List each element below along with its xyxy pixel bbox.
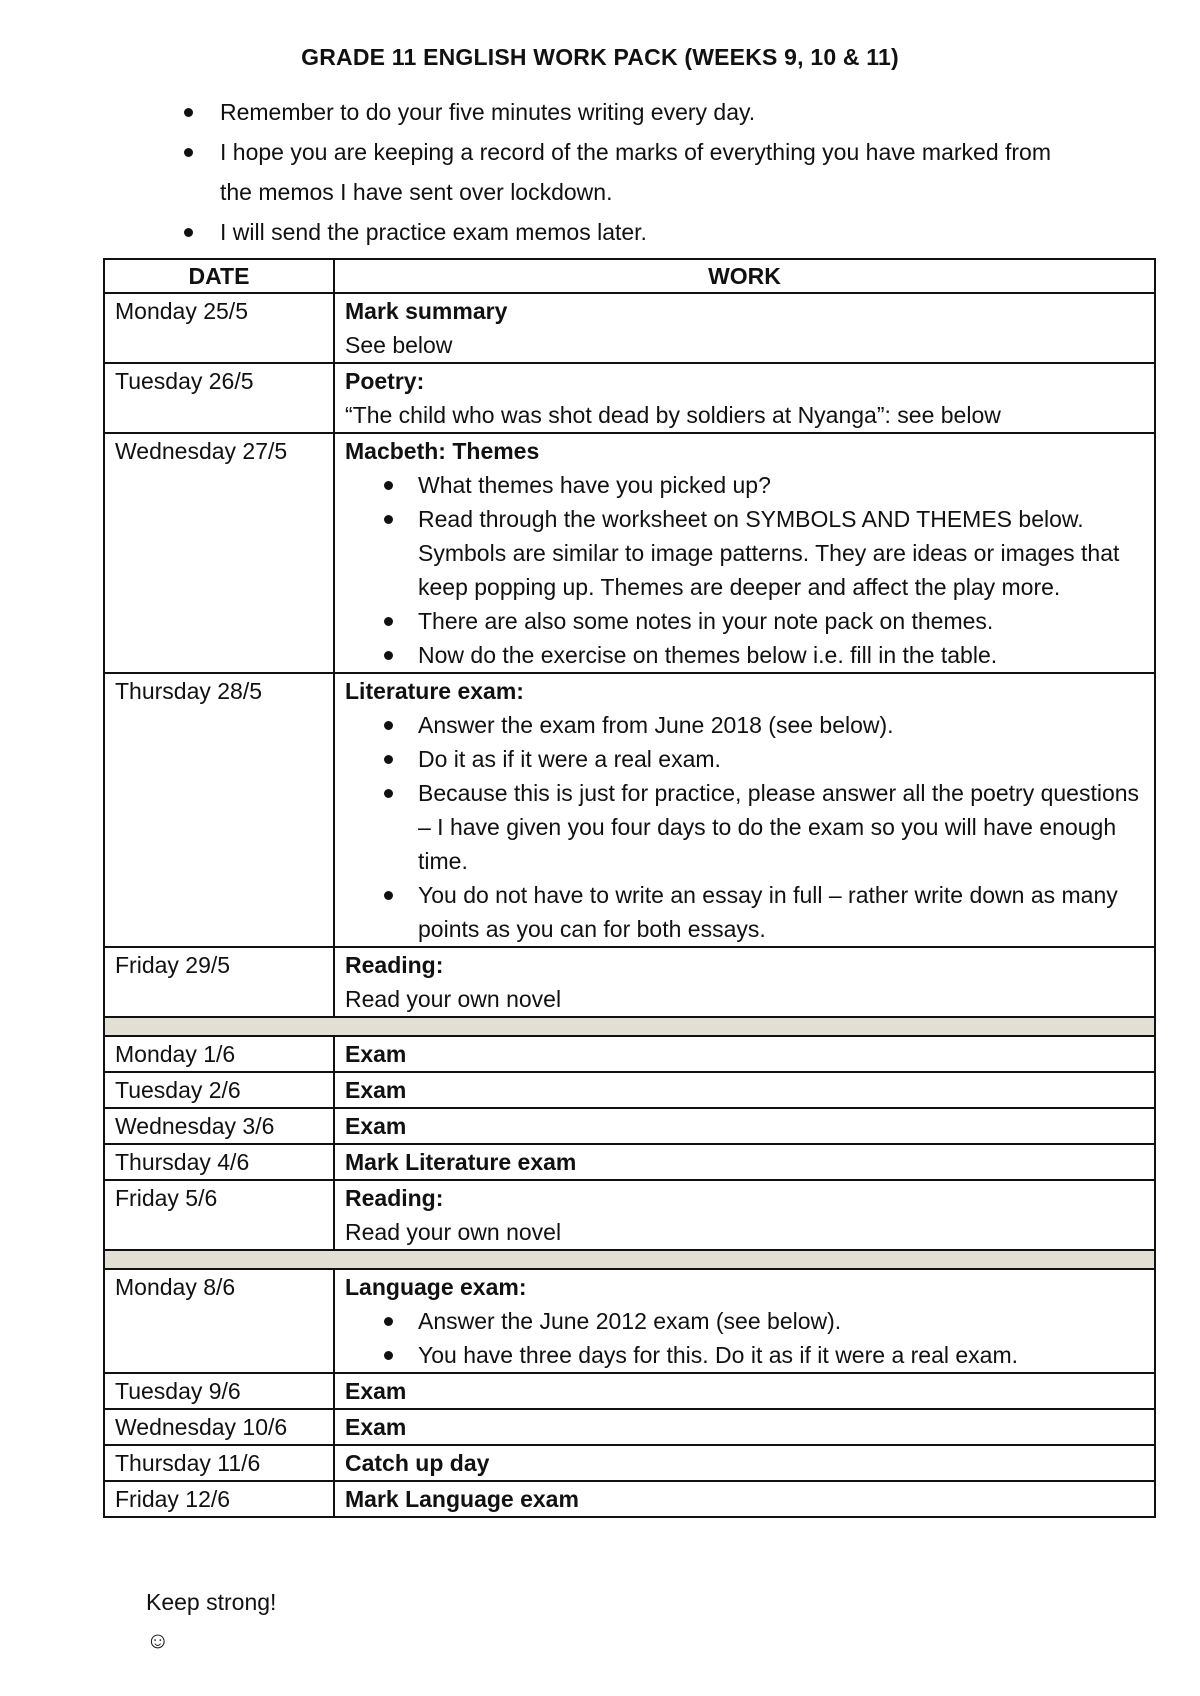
date-cell: Friday 12/6 bbox=[104, 1481, 334, 1517]
date-cell: Monday 1/6 bbox=[104, 1036, 334, 1072]
work-cell bbox=[334, 947, 1155, 1017]
page-title: GRADE 11 ENGLISH WORK PACK (WEEKS 9, 10 & 11) bbox=[301, 44, 899, 70]
table-row bbox=[104, 363, 1155, 433]
work-bullet: You have three days for this. Do it as if it were a real exam. bbox=[345, 1338, 1144, 1372]
table-row bbox=[104, 1072, 1155, 1108]
work-title: Literature exam: bbox=[345, 678, 524, 704]
work-cell bbox=[334, 1036, 1155, 1072]
work-cell bbox=[334, 1269, 1155, 1373]
work-title: Catch up day bbox=[345, 1450, 490, 1476]
week-separator bbox=[104, 1017, 1155, 1036]
work-bullet: Now do the exercise on themes below i.e. fill in the table. bbox=[345, 638, 1144, 672]
date-column-header: DATE bbox=[104, 259, 334, 293]
intro-item: Remember to do your five minutes writing every day. bbox=[180, 92, 1060, 132]
work-cell bbox=[334, 1144, 1155, 1180]
separator-cell bbox=[104, 1250, 1155, 1269]
work-bullet: Answer the exam from June 2018 (see below). bbox=[345, 708, 1144, 742]
smiley-icon: ☺ bbox=[146, 1627, 170, 1653]
date-cell: Wednesday 27/5 bbox=[104, 433, 334, 673]
work-title: Exam bbox=[345, 1077, 407, 1103]
work-cell bbox=[334, 673, 1155, 947]
work-cell bbox=[334, 1180, 1155, 1250]
intro-item: I will send the practice exam memos later. bbox=[180, 212, 1060, 252]
date-cell: Monday 8/6 bbox=[104, 1269, 334, 1373]
work-bullets bbox=[345, 708, 1144, 946]
work-bullet: Do it as if it were a real exam. bbox=[345, 742, 1144, 776]
work-title: Mark summary bbox=[345, 298, 508, 324]
work-cell bbox=[334, 363, 1155, 433]
work-line: “The child who was shot dead by soldiers at Nyanga”: see below bbox=[345, 402, 1001, 428]
work-title: Reading: bbox=[345, 1185, 444, 1211]
work-title: Mark Literature exam bbox=[345, 1149, 577, 1175]
work-cell bbox=[334, 1445, 1155, 1481]
work-bullet: You do not have to write an essay in full – rather write down as many points as you can for both essays. bbox=[345, 878, 1144, 946]
work-title: Exam bbox=[345, 1113, 407, 1139]
date-cell: Thursday 4/6 bbox=[104, 1144, 334, 1180]
work-bullet: Because this is just for practice, please answer all the poetry questions – I have given you four days to do the exam so you will have enough time. bbox=[345, 776, 1144, 878]
schedule-table bbox=[103, 258, 1156, 1518]
table-row bbox=[104, 1036, 1155, 1072]
work-bullets bbox=[345, 468, 1144, 672]
work-title: Poetry: bbox=[345, 368, 425, 394]
table-row bbox=[104, 1409, 1155, 1445]
work-title: Exam bbox=[345, 1041, 407, 1067]
table-row bbox=[104, 673, 1155, 947]
table-header-row bbox=[104, 259, 1155, 293]
table-row bbox=[104, 947, 1155, 1017]
closing-note bbox=[146, 1584, 276, 1658]
work-line: Read your own novel bbox=[345, 1219, 562, 1245]
work-bullets bbox=[345, 1304, 1144, 1372]
work-column-header: WORK bbox=[334, 259, 1155, 293]
work-title: Reading: bbox=[345, 952, 444, 978]
table-row bbox=[104, 1144, 1155, 1180]
table-row bbox=[104, 293, 1155, 363]
table-row bbox=[104, 1108, 1155, 1144]
table-row bbox=[104, 1373, 1155, 1409]
work-cell bbox=[334, 1373, 1155, 1409]
date-cell: Monday 25/5 bbox=[104, 293, 334, 363]
table-row bbox=[104, 1481, 1155, 1517]
intro-list bbox=[180, 92, 1060, 252]
date-cell: Thursday 28/5 bbox=[104, 673, 334, 947]
work-title: Exam bbox=[345, 1378, 407, 1404]
week-separator bbox=[104, 1250, 1155, 1269]
work-cell bbox=[334, 1409, 1155, 1445]
work-cell bbox=[334, 1481, 1155, 1517]
date-cell: Tuesday 26/5 bbox=[104, 363, 334, 433]
work-title: Mark Language exam bbox=[345, 1486, 579, 1512]
work-bullet: Answer the June 2012 exam (see below). bbox=[345, 1304, 1144, 1338]
work-cell bbox=[334, 433, 1155, 673]
work-title: Macbeth: Themes bbox=[345, 438, 540, 464]
table-row bbox=[104, 433, 1155, 673]
work-bullet: Read through the worksheet on SYMBOLS AND THEMES below. Symbols are similar to image patterns. They are ideas or images that keep popping up. Themes are deeper and affect the play more. bbox=[345, 502, 1144, 604]
work-title: Exam bbox=[345, 1414, 407, 1440]
work-bullet: There are also some notes in your note pack on themes. bbox=[345, 604, 1144, 638]
date-cell: Tuesday 2/6 bbox=[104, 1072, 334, 1108]
work-line: See below bbox=[345, 332, 453, 358]
table-row bbox=[104, 1180, 1155, 1250]
table-row bbox=[104, 1269, 1155, 1373]
intro-item: I hope you are keeping a record of the marks of everything you have marked from the memos I have sent over lockdown. bbox=[180, 132, 1060, 212]
work-bullet: What themes have you picked up? bbox=[345, 468, 1144, 502]
closing-text: Keep strong! bbox=[146, 1589, 277, 1615]
work-title: Language exam: bbox=[345, 1274, 527, 1300]
date-cell: Wednesday 10/6 bbox=[104, 1409, 334, 1445]
date-cell: Wednesday 3/6 bbox=[104, 1108, 334, 1144]
separator-cell bbox=[104, 1017, 1155, 1036]
date-cell: Friday 5/6 bbox=[104, 1180, 334, 1250]
work-cell bbox=[334, 1108, 1155, 1144]
date-cell: Tuesday 9/6 bbox=[104, 1373, 334, 1409]
date-cell: Friday 29/5 bbox=[104, 947, 334, 1017]
work-cell bbox=[334, 1072, 1155, 1108]
date-cell: Thursday 11/6 bbox=[104, 1445, 334, 1481]
work-cell bbox=[334, 293, 1155, 363]
table-row bbox=[104, 1445, 1155, 1481]
work-line: Read your own novel bbox=[345, 986, 562, 1012]
